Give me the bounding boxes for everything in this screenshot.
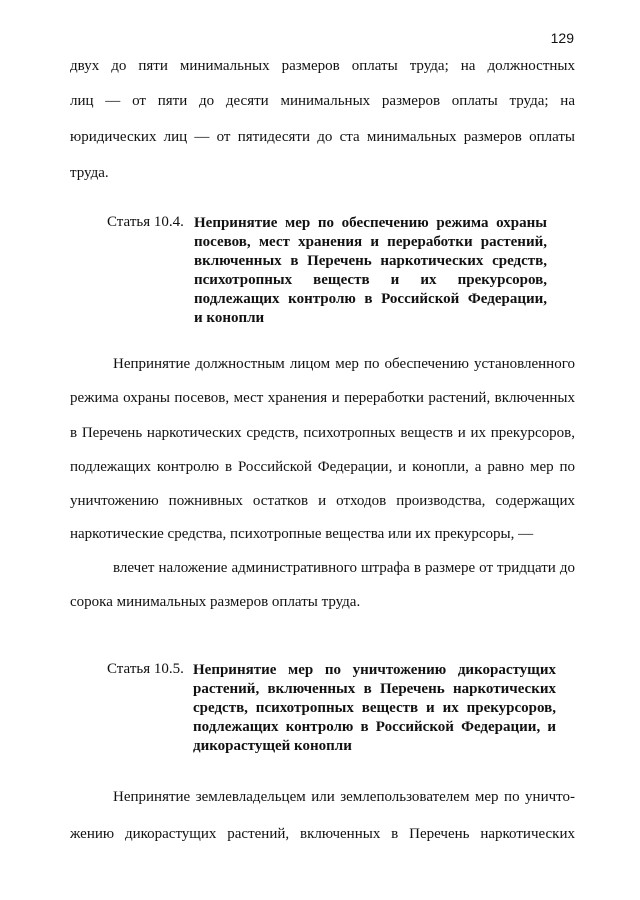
article-title — [194, 214, 547, 328]
paragraph-line: жению дикорастущих растений, включенных в Перечень наркотических — [70, 826, 575, 842]
article-title-line: посевов, мест хранения и переработки растений, — [194, 234, 547, 250]
article-title — [193, 661, 556, 756]
article-title-line: Непринятие мер по уничтожению дикорастущих — [193, 662, 556, 678]
article-label: Статья 10.4. — [107, 214, 184, 230]
article-title-line: включенных в Перечень наркотических средств, — [194, 253, 547, 269]
article-label: Статья 10.5. — [107, 661, 184, 677]
paragraph-line: уничтожению пожнивных остатков и отходов производства, содержащих — [70, 493, 575, 509]
paragraph-line: двух до пяти минимальных размеров оплаты труда; на должностных — [70, 58, 575, 74]
article-title-line: дикорастущей конопли — [193, 738, 352, 754]
paragraph-line: режима охраны посевов, мест хранения и переработки растений, включенных — [70, 390, 575, 406]
article-title-line: средств, психотропных веществ и их прекурсоров, — [193, 700, 556, 716]
article-title-line: Непринятие мер по обеспечению режима охраны — [194, 215, 547, 231]
article-title-line: психотропных веществ и их прекурсоров, — [194, 272, 547, 288]
article-title-line: подлежащих контролю в Российской Федерации, — [194, 291, 547, 307]
paragraph-line: Непринятие землевладельцем или землепользователем мер по уничто- — [113, 789, 575, 805]
paragraph-line: в Перечень наркотических средств, психотропных веществ и их прекурсоров, — [70, 425, 575, 441]
article-title-line: растений, включенных в Перечень наркотических — [193, 681, 556, 697]
paragraph-line: лиц — от пяти до десяти минимальных размеров оплаты труда; на — [70, 93, 575, 109]
paragraph-line: Непринятие должностным лицом мер по обеспечению установленного — [113, 356, 575, 372]
paragraph-line: подлежащих контролю в Российской Федерации, и конопли, а равно мер по — [70, 459, 575, 475]
article-title-line: подлежащих контролю в Российской Федерации, и — [193, 719, 556, 735]
paragraph-line: наркотические средства, психотропные вещества или их прекурсоры, — — [70, 526, 534, 542]
sanction-line: влечет наложение административного штрафа в размере от тридцати до — [113, 560, 575, 576]
article-title-line: и конопли — [194, 310, 265, 326]
paragraph-line: юридических лиц — от пятидесяти до ста минимальных размеров оплаты — [70, 129, 575, 145]
sanction-line: сорока минимальных размеров оплаты труда. — [70, 594, 361, 610]
paragraph-line: труда. — [70, 165, 109, 181]
page-number: 129 — [550, 30, 574, 46]
